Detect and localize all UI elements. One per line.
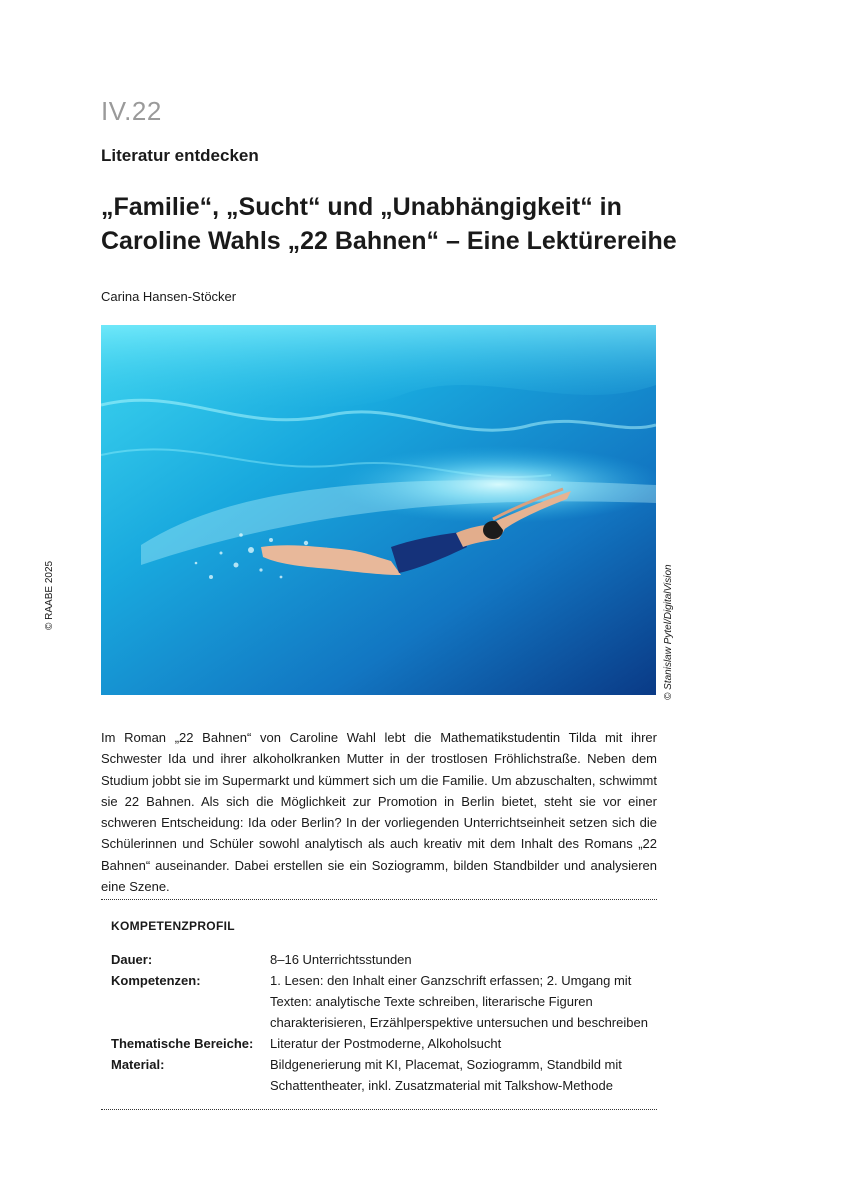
profile-value: 8–16 Unterrichtsstunden	[270, 952, 412, 967]
competence-profile-heading: KOMPETENZPROFIL	[111, 919, 235, 933]
hero-image-swimmer	[101, 325, 656, 695]
title-line-1: „Familie“, „Sucht“ und „Unabhängigkeit“ in	[101, 193, 622, 221]
intro-paragraph: Im Roman „22 Bahnen“ von Caroline Wahl lebt die Mathematikstudentin Tilda mit ihrer Schwester Ida und ihrer alkoholkranken Mutter in der trostlosen Fröhlichstraße. Neben dem Studium jobbt sie im Supermarkt und kümmert sich um die Familie. Um abzuschalten, schwimmt sie 22 Bahnen. Als sich die Möglichkeit zur Promotion in Berlin bietet, steht sie vor einer schweren Entscheidung: Ida oder Berlin? In der vorliegenden Unterrichtseinheit setzen sich die Schülerinnen und Schüler sowohl analytisch als auch kreativ mit dem Inhalt des Romans „22 Bahnen“ auseinander. Dabei erstellen sie ein Soziogramm, bilden Standbilder und analysieren eine Szene.	[101, 730, 657, 895]
divider-top	[101, 899, 657, 900]
profile-label: Thematische Bereiche:	[111, 1036, 254, 1051]
profile-label: Material:	[111, 1057, 165, 1072]
author: Carina Hansen-Stöcker	[101, 289, 237, 304]
photo-credit: © Stanislaw Pytel/DigitalVision	[663, 564, 674, 700]
divider-bottom	[101, 1109, 657, 1110]
unit-code: IV.22	[101, 96, 162, 126]
copyright-notice: © RAABE 2025	[44, 560, 55, 630]
title-line-2: Caroline Wahls „22 Bahnen“ – Eine Lektürereihe	[101, 227, 677, 255]
profile-value: Bildgenerierung mit KI, Placemat, Soziogramm, Standbild mit Schattentheater, inkl. Zusatzmaterial mit Talkshow-Methode	[270, 1057, 622, 1093]
page-title	[101, 190, 701, 258]
profile-value: 1. Lesen: den Inhalt einer Ganzschrift erfassen; 2. Umgang mit Texten: analytische Texte schreiben, literarische Figuren charakterisieren, Erzählperspektive untersuchen und beschreiben	[270, 973, 648, 1030]
profile-value: Literatur der Postmoderne, Alkoholsucht	[270, 1036, 502, 1051]
profile-label: Kompetenzen:	[111, 973, 201, 988]
series-title: Literatur entdecken	[101, 146, 259, 165]
profile-label: Dauer:	[111, 952, 153, 967]
